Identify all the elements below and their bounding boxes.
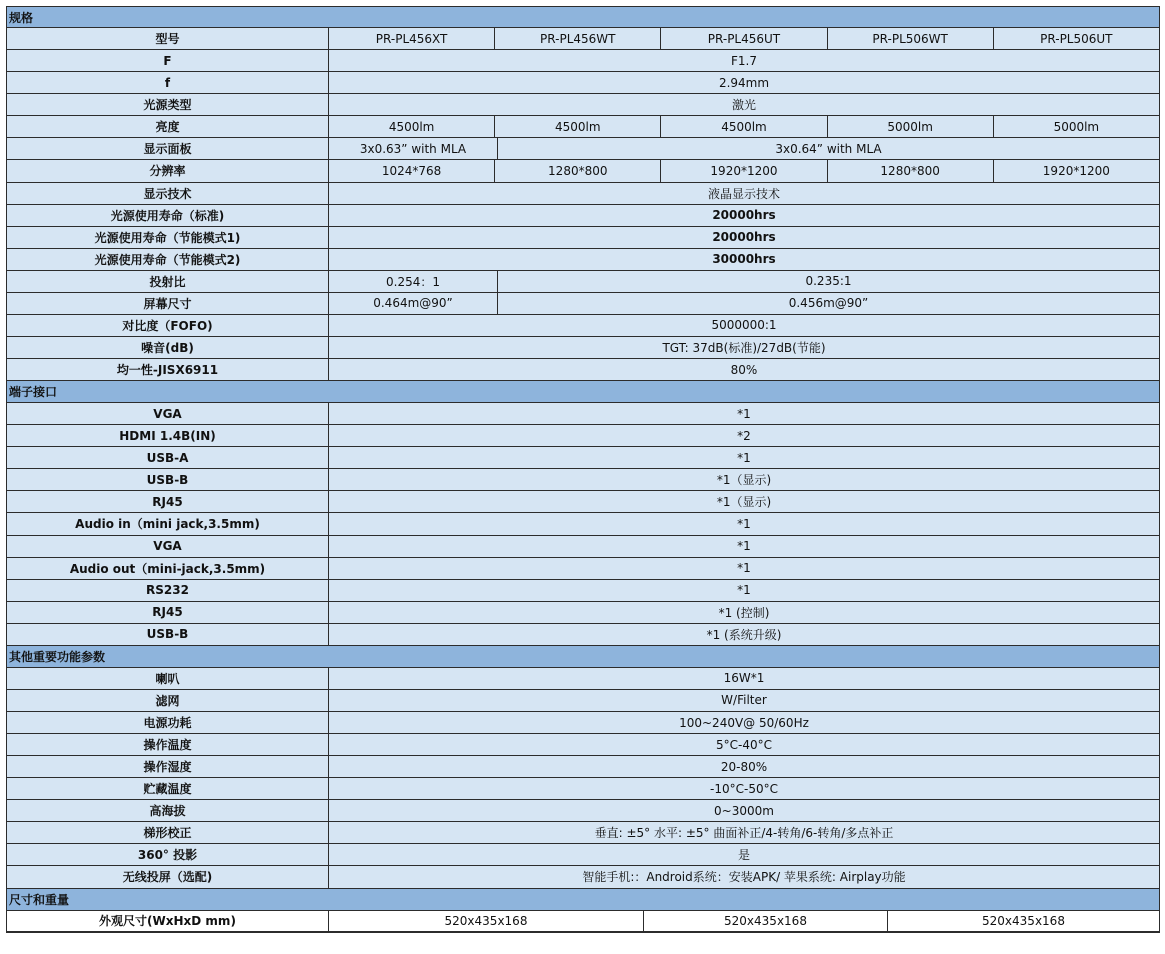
row-life-eco1 [6,227,1160,249]
row-value: 16W*1 [329,668,1160,690]
row-label: 高海拔 [6,800,329,822]
row-value: 液晶显示技术 [329,183,1160,205]
port-row [6,602,1160,624]
port-row [6,425,1160,447]
row-value: W/Filter [329,690,1160,712]
port-row [6,624,1160,646]
row-label: VGA [6,536,329,558]
row-label: 光源使用寿命（节能模式2) [6,249,329,271]
row-label: 对比度（FOFO) [6,315,329,337]
row-value: *1 (控制) [329,602,1160,624]
section-title: 其他重要功能参数 [6,646,1160,668]
row-throw-ratio [6,271,1160,293]
feature-row [6,690,1160,712]
row-value: 20000hrs [329,205,1160,227]
brightness-cell: 4500lm [495,116,661,138]
row-uniformity [6,359,1160,381]
section-row-size [6,889,1160,911]
row-value: *1 (系统升级) [329,624,1160,646]
row-label: 电源功耗 [6,712,329,734]
row-value: 20-80% [329,756,1160,778]
row-label: 操作湿度 [6,756,329,778]
brightness-cell: 5000lm [828,116,994,138]
port-row [6,403,1160,425]
row-light-source [6,94,1160,116]
row-label: RS232 [6,580,329,602]
row-value: *1 [329,403,1160,425]
resolution-cell: 1280*800 [828,160,994,182]
row-label: USB-A [6,447,329,469]
row-value: 30000hrs [329,249,1160,271]
model-cell: PR-PL506WT [828,28,994,50]
row-label: RJ45 [6,602,329,624]
row-label: 喇叭 [6,668,329,690]
resolution-cell: 1920*1200 [994,160,1160,182]
row-value: 5000000:1 [329,315,1160,337]
screen-cell: 0.464m@90” [329,293,498,315]
row-value: *1 [329,513,1160,535]
row-label: F [6,50,329,72]
row-label: 光源使用寿命（标准) [6,205,329,227]
feature-row [6,778,1160,800]
section-row-other [6,646,1160,668]
row-label: 显示面板 [6,138,329,160]
row-resolution [6,160,1160,182]
section-row-ports [6,381,1160,403]
feature-row [6,800,1160,822]
row-value: -10°C-50°C [329,778,1160,800]
row-value: *1 [329,536,1160,558]
row-label: VGA [6,403,329,425]
row-value: F1.7 [329,50,1160,72]
row-value: 5°C-40°C [329,734,1160,756]
row-label: Audio out（mini-jack,3.5mm) [6,558,329,580]
port-row [6,536,1160,558]
row-label: 型号 [6,28,329,50]
feature-row [6,756,1160,778]
row-life-standard [6,205,1160,227]
row-value: 垂直: ±5° 水平: ±5° 曲面补正/4-转角/6-转角/多点补正 [329,822,1160,844]
model-cell: PR-PL506UT [994,28,1160,50]
port-row [6,469,1160,491]
row-screen-size [6,293,1160,315]
row-value: 0~3000m [329,800,1160,822]
row-label: USB-B [6,624,329,646]
throw-cell: 0.254：1 [329,271,498,293]
resolution-cell: 1920*1200 [661,160,827,182]
brightness-cell: 4500lm [329,116,495,138]
row-F [6,50,1160,72]
row-contrast [6,315,1160,337]
feature-row [6,734,1160,756]
row-value: 80% [329,359,1160,381]
port-row [6,558,1160,580]
row-label: 滤网 [6,690,329,712]
row-value: *2 [329,425,1160,447]
row-display-tech [6,183,1160,205]
dimension-cell: 520x435x168 [329,911,644,933]
row-label: Audio in（mini jack,3.5mm) [6,513,329,535]
row-label: 均一性-JISX6911 [6,359,329,381]
feature-row [6,668,1160,690]
row-label: 投射比 [6,271,329,293]
row-label: 无线投屏（选配) [6,866,329,888]
row-label: 噪音(dB) [6,337,329,359]
panel-cell: 3x0.64” with MLA [498,138,1160,160]
port-row [6,580,1160,602]
dimension-cell: 520x435x168 [888,911,1160,933]
model-cell: PR-PL456XT [329,28,495,50]
row-label: RJ45 [6,491,329,513]
row-brightness [6,116,1160,138]
row-value: *1 [329,580,1160,602]
port-row [6,491,1160,513]
throw-cell: 0.235:1 [498,271,1160,293]
model-cell: PR-PL456UT [661,28,827,50]
row-label: 分辨率 [6,160,329,182]
row-label: 梯形校正 [6,822,329,844]
row-panel [6,138,1160,160]
row-f [6,72,1160,94]
screen-cell: 0.456m@90” [498,293,1160,315]
row-label: 操作温度 [6,734,329,756]
row-label: 光源类型 [6,94,329,116]
brightness-cell: 4500lm [661,116,827,138]
row-value: 20000hrs [329,227,1160,249]
row-dimensions [6,911,1160,933]
row-value: TGT: 37dB(标准)/27dB(节能) [329,337,1160,359]
row-label: 显示技术 [6,183,329,205]
port-row [6,513,1160,535]
row-value: *1 [329,558,1160,580]
feature-row [6,866,1160,888]
resolution-cell: 1280*800 [495,160,661,182]
row-value: 100~240V@ 50/60Hz [329,712,1160,734]
section-title: 规格 [6,6,1160,28]
row-value: 智能手机:：Android系统：安装APK/ 苹果系统: Airplay功能 [329,866,1160,888]
row-value: 是 [329,844,1160,866]
brightness-cell: 5000lm [994,116,1160,138]
row-model [6,28,1160,50]
feature-row [6,822,1160,844]
row-noise [6,337,1160,359]
row-label: f [6,72,329,94]
model-cell: PR-PL456WT [495,28,661,50]
feature-row [6,712,1160,734]
row-life-eco2 [6,249,1160,271]
spec-table [6,6,1160,933]
row-value: 激光 [329,94,1160,116]
section-title: 端子接口 [6,381,1160,403]
section-row-spec [6,6,1160,28]
row-label: 光源使用寿命（节能模式1) [6,227,329,249]
row-label: 外观尺寸(WxHxD mm) [6,911,329,933]
port-row [6,447,1160,469]
resolution-cell: 1024*768 [329,160,495,182]
row-value: *1 [329,447,1160,469]
row-value: *1（显示) [329,491,1160,513]
panel-cell: 3x0.63” with MLA [329,138,498,160]
row-label: USB-B [6,469,329,491]
section-title: 尺寸和重量 [6,889,1160,911]
row-label: 贮藏温度 [6,778,329,800]
row-label: HDMI 1.4B(IN) [6,425,329,447]
dimension-cell: 520x435x168 [644,911,888,933]
row-label: 亮度 [6,116,329,138]
row-label: 360° 投影 [6,844,329,866]
row-value: 2.94mm [329,72,1160,94]
feature-row [6,844,1160,866]
row-label: 屏幕尺寸 [6,293,329,315]
row-value: *1（显示) [329,469,1160,491]
